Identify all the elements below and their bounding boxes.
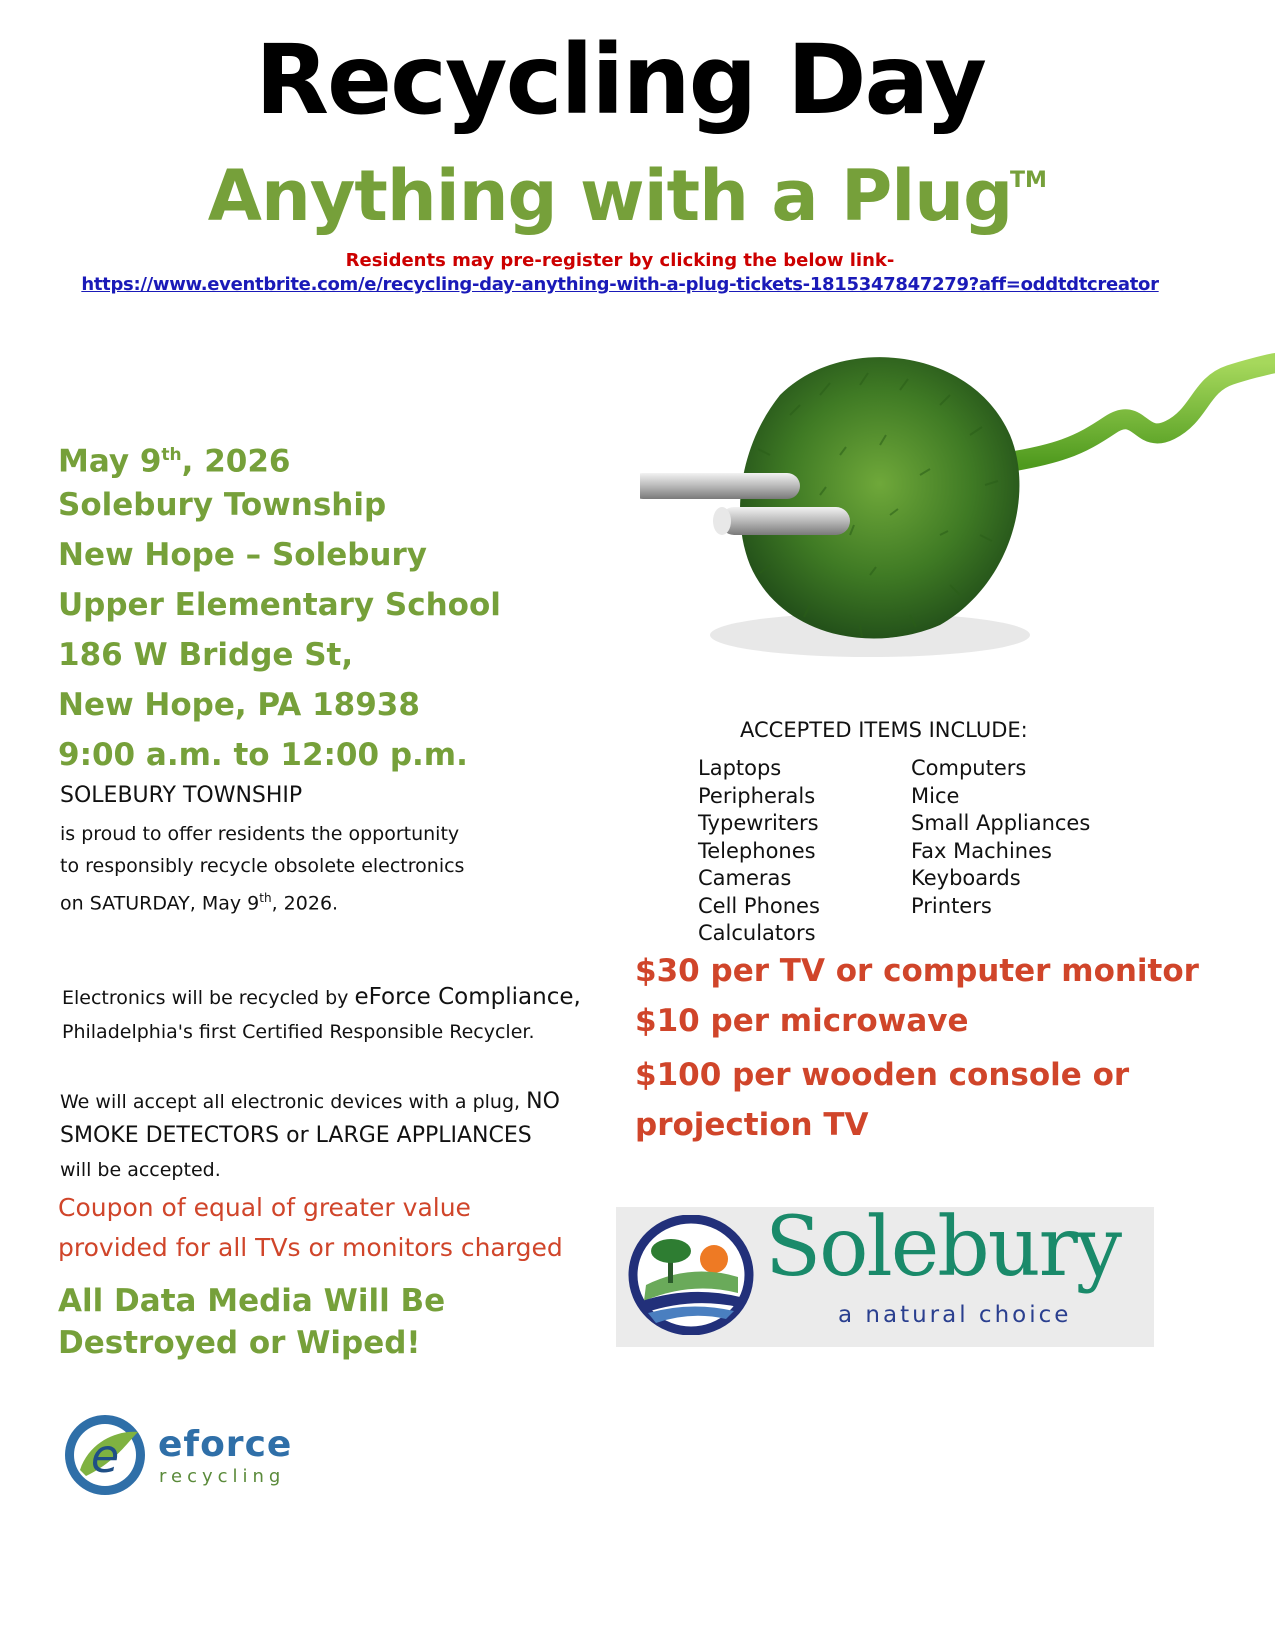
event-venue-line1: New Hope – Solebury: [58, 537, 427, 573]
solebury-logo-tagline: a natural choice: [838, 1302, 1072, 1328]
list-item: Fax Machines: [911, 838, 1052, 863]
accepted-items-column-1: [698, 755, 820, 948]
eforce-emblem-icon: [60, 1410, 150, 1500]
solebury-logo-name: Solebury: [765, 1200, 1121, 1295]
event-details: [58, 430, 618, 780]
preregister-notice: Residents may pre-register by clicking the below link-: [345, 250, 895, 271]
coupon-notice: Coupon of equal of greater value provided for all TVs or monitors charged: [58, 1193, 563, 1262]
price-tv-monitor: $30 per TV or computer monitor: [635, 953, 1199, 989]
list-item: Mice: [911, 783, 960, 808]
price-microwave: $10 per microwave: [635, 1003, 969, 1039]
list-item: Laptops: [698, 756, 782, 780]
acceptance-note: We will accept all electronic devices with a plug, NO SMOKE DETECTORS or LARGE APPLIANCES will be accepted.: [60, 1089, 560, 1181]
list-item: Cell Phones: [698, 893, 820, 918]
eforce-logo: [60, 1410, 300, 1500]
registration-link[interactable]: https://www.eventbrite.com/e/recycling-day-anything-with-a-plug-tickets-1815347847279?aff=oddtdtcreator: [81, 274, 1159, 295]
township-description: is proud to offer residents the opportunity to responsibly recycle obsolete electronics on SATURDAY, May 9th, 2026.: [60, 823, 465, 915]
list-item: Typewriters: [698, 811, 819, 835]
accepted-items-column-2: [911, 755, 1090, 920]
list-item: Cameras: [698, 866, 792, 890]
svg-text:e: e: [90, 1429, 120, 1483]
event-time: 9:00 a.m. to 12:00 p.m.: [58, 737, 468, 773]
list-item: Calculators: [698, 921, 816, 945]
event-venue-line2: Upper Elementary School: [58, 587, 501, 623]
page-subtitle: Anything with a Plug: [207, 155, 1013, 237]
price-console-line2: projection TV: [635, 1107, 869, 1143]
list-item: Small Appliances: [911, 811, 1091, 835]
price-console-line1: $100 per wooden console or: [635, 1057, 1130, 1093]
price-list: [635, 946, 1235, 1150]
township-heading: SOLEBURY TOWNSHIP: [60, 783, 303, 808]
grass-plug-illustration: [640, 335, 1275, 695]
list-item: Keyboards: [911, 866, 1021, 890]
data-media-notice: All Data Media Will Be Destroyed or Wiped!: [58, 1283, 446, 1361]
page-title: Recycling Day: [255, 24, 985, 136]
eforce-logo-name: eforce: [158, 1424, 293, 1465]
solebury-emblem-icon: [626, 1215, 756, 1335]
list-item: Telephones: [698, 838, 816, 863]
list-item: Peripherals: [698, 783, 816, 808]
event-street: 186 W Bridge St,: [58, 637, 354, 673]
event-date: May 9th, 2026: [58, 443, 291, 480]
event-host: Solebury Township: [58, 487, 387, 523]
list-item: Printers: [911, 893, 992, 918]
trademark-mark: TM: [1010, 168, 1047, 193]
accepted-items-heading: ACCEPTED ITEMS INCLUDE:: [740, 718, 1028, 742]
eforce-logo-sub: recycling: [159, 1466, 286, 1487]
recycler-info: Electronics will be recycled by eForce Compliance, Philadelphia's first Certified Responsible Recycler.: [62, 984, 581, 1043]
list-item: Computers: [911, 756, 1027, 780]
event-city: New Hope, PA 18938: [58, 687, 420, 723]
